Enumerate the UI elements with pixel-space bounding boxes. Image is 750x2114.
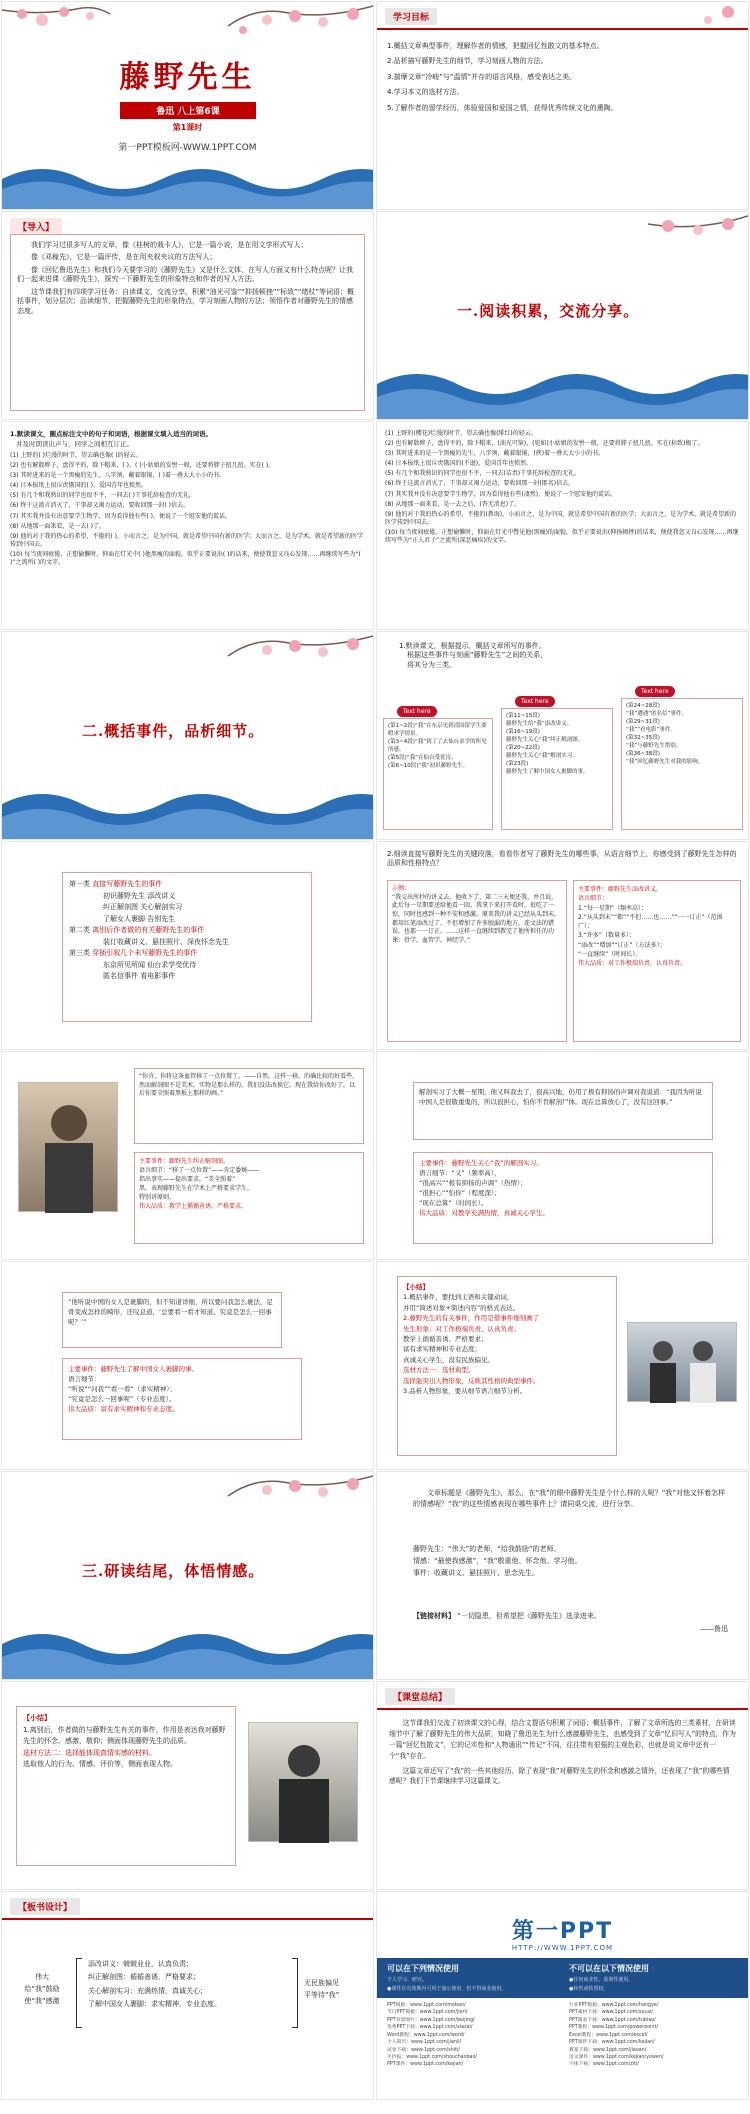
list-item: (6) 终于这流言消灭了，干事却又竭力运动，要收回那一封(匿名)信去。 xyxy=(385,480,575,488)
list-item: “现在总算”（时间长）。 xyxy=(419,1199,488,1208)
list-item: 教学上循循善诱、严格要求； xyxy=(403,1334,488,1343)
links-left xyxy=(387,2002,557,2069)
quote-box: “他听说中国的女人是裹脚的，但不知道详细，所以要问我怎么裹法，足骨变成怎样的畸形，还叹息道，‘总要看一看才知道。究竟是怎么一回事呢？’” xyxy=(62,1292,282,1348)
cannot-use-text: ●转售或转授权。 xyxy=(569,1986,609,1992)
list-item: (第11~15段) xyxy=(506,713,540,719)
list-item: 事件：收藏讲义、悬挂照片、思念先生。 xyxy=(413,1568,539,1577)
list-item: “一直继续”（时间长）。 xyxy=(578,951,642,959)
list-item: “我”“看电影”事件。 xyxy=(626,726,676,733)
list-item: 语言细节：“又”（频率高）， xyxy=(419,1169,501,1178)
category-title: 离别后作者做的有关藤野先生的事件 xyxy=(92,926,205,935)
license-bar xyxy=(377,1958,749,1998)
event-pill: Text here xyxy=(635,686,675,697)
list-item: 语言细节： xyxy=(68,1375,101,1384)
list-item: (4) 日本报纸上很斥责俄国的(不逊)，爱国青年也愤然。 xyxy=(385,460,533,468)
class-summary-text xyxy=(389,1718,736,1787)
list-item: 伟大品质：对教学充满热情，真诚关心学生。 xyxy=(419,1209,549,1218)
ending-question: 文章标题是《藤野先生》，那么，在“我”的眼中藤野先生是个什么样的人呢？“我”对他又怀着怎样的情感呢？“我”的这些情感表现在哪些事件上？请同桌交流，进行分享。 xyxy=(413,1489,726,1508)
link-item[interactable]: 语文课件：www.1ppt.com/kejian/yuwen/ xyxy=(569,2054,664,2060)
list-item: 先生形象：对工作极端负责、认真负责； xyxy=(403,1324,520,1333)
list-item: (第32~35段) xyxy=(626,734,660,741)
list-item: 1.概括事件，要找到主语和关键动词， xyxy=(403,1293,514,1302)
portrait-image xyxy=(248,1722,358,1842)
list-item: 语言细节： xyxy=(578,895,609,903)
list-item: (1) 上野的( )烂漫的时节，望去确也像( )的轻云。 xyxy=(10,452,142,459)
link-item[interactable]: PPT背景图片：www.1ppt.com/beijing/ xyxy=(387,2017,475,2023)
slide-summary1[interactable] xyxy=(376,1261,749,1470)
person-icon xyxy=(19,1083,119,1213)
wave-decoration xyxy=(377,359,748,419)
list-item: 藤野先生了解中国女人裹脚的事。 xyxy=(506,768,589,775)
links-right xyxy=(569,2002,744,2069)
goals-tag: 学习目标 xyxy=(385,8,437,25)
list-item: (2) 也有解散辫子，盘得平的，除下帽来，(油光可鉴)，(宛如)小姑娘的发髻一般，还要将脖子扭几扭。实在(标致)极了。 xyxy=(385,440,704,448)
slide-board[interactable] xyxy=(1,1891,374,2100)
list-item: 了解女人裹脚 告别先生 xyxy=(103,914,176,923)
list-item: 纠正解剖图：循循善诱，严格要求； xyxy=(88,1973,200,1982)
list-item: 给“我”鼓励 xyxy=(24,1984,60,1993)
analysis-box xyxy=(413,1152,713,1244)
section-title: 一.阅读积累，交流分享。 xyxy=(457,302,640,320)
list-item: 主要事件：藤野先生关心“我”的解剖实习。 xyxy=(419,1159,543,1167)
event-column-2 xyxy=(501,708,613,830)
photo-image xyxy=(627,1322,737,1402)
list-item: 3.揣摩文章“冷峻”与“温情”并存的语言风格，感受表达之美。 xyxy=(387,72,577,81)
list-item: 伟大品质：教学上循循善诱、严格要求。 xyxy=(139,1203,248,1210)
intro-box xyxy=(10,234,365,411)
list-item: (10) 每当夜间疲倦，正想偷懒时，仰面在灯光中( )他黑瘦的面貌，似乎正要说出( )的话来，便使我忽又良心发现……再继续写些为“( )”之流所( )的文字。 xyxy=(10,550,361,567)
paragraph: 根据这些事件与刻画“藤野先生”之间的关系， xyxy=(407,651,548,660)
category-title: 穿插引叙几个未写藤野先生的事件 xyxy=(92,949,198,958)
list-item: 富有求实精神和专业态度； xyxy=(403,1345,481,1354)
slide-categories[interactable] xyxy=(1,841,374,1050)
slide-quote-anatomy[interactable] xyxy=(1,1051,374,1260)
category-label: 第二类 xyxy=(69,926,90,935)
summary-tag: 【小结】 xyxy=(23,1714,51,1722)
list-item: “添改”“增加”“订正”（方法多）； xyxy=(578,941,666,949)
list-item: 1.“每一星期”（频率高）； xyxy=(578,904,647,912)
slide-vocab-questions[interactable] xyxy=(1,421,374,630)
list-item: 藤野先生给“我”添改讲义。 xyxy=(506,720,573,727)
brand-logo: 第一PPT xyxy=(511,1919,614,1944)
list-item: 3.品析人物形象，要从细节语言细节分析。 xyxy=(403,1386,527,1395)
list-item: 并用“简述对象+简述内容”的格式表达。 xyxy=(403,1303,520,1312)
list-item: 主要事件：藤野先生添改讲义。 xyxy=(578,886,663,893)
list-item: 2.“从头到末”“都”“不但……也……”“一一订正”（范围广）； xyxy=(578,913,723,931)
section-title: 三.研读结尾，体悟情感。 xyxy=(82,1562,265,1580)
can-use-title: 可以在下列情况使用 xyxy=(387,1964,459,1973)
people-icon xyxy=(628,1323,738,1403)
slide-ending[interactable] xyxy=(376,1471,749,1680)
list-item: (第20~22段) xyxy=(506,744,540,751)
events-head xyxy=(399,642,738,670)
slide-vocab-answers[interactable] xyxy=(376,421,749,630)
list-item: 东京所见所闻 仙台求学受优待 xyxy=(103,960,197,969)
divider xyxy=(377,1708,748,1710)
bracket xyxy=(76,1958,82,2028)
link-item[interactable]: PPT素材下载：www.1ppt.com/sucai/ xyxy=(569,2010,654,2016)
section-title: 二.概括事件，品析细节。 xyxy=(82,722,265,740)
slide-section1[interactable] xyxy=(376,211,749,420)
link-item[interactable]: 试卷下载：www.1ppt.com/shiti/ xyxy=(387,2047,460,2053)
example-box xyxy=(387,880,567,1042)
list-item: (第36~38段) xyxy=(626,750,660,757)
intro-text xyxy=(17,241,358,316)
list-item: 伟大品质：对工作极端负责，认真负责。 xyxy=(578,960,687,968)
list-item: (第29~31段) xyxy=(626,718,660,725)
list-item: 关心解剖实习：充满热情，真诚关心； xyxy=(88,1986,207,1995)
list-item: 装订收藏讲义、悬挂照片、深夜怀念先生 xyxy=(103,937,229,946)
list-item: 藤野先生：“伟大”的老师，“给我鼓励”的老师。 xyxy=(413,1545,561,1553)
summary-tag: 【小结】 xyxy=(403,1283,429,1291)
category-row xyxy=(69,879,305,891)
list-item: 了解中国女人裹脚：求实精神，专业态度。 xyxy=(88,1999,221,2008)
list-item: (第5段)“我”在仙台受优待。 xyxy=(388,754,457,761)
example-label: 示例： xyxy=(392,885,411,892)
slide-section3[interactable] xyxy=(1,1471,374,1680)
list-item: 指出事实——提出要求。“美全照着” xyxy=(139,1176,236,1183)
link-item[interactable]: PPT模板：www.1ppt.com/moban/ xyxy=(387,2003,466,2008)
list-item: 藤野先生关心“我”解剖实习。 xyxy=(506,752,578,759)
link-item[interactable]: 手抄报：www.1ppt.com/shouchaobao/ xyxy=(387,2054,478,2060)
blossom-icon xyxy=(608,212,748,272)
list-item: (9) 他的对于我的热心的希望，不倦的(教诲)，小而言之，是为中国，就是希望中国有新的医学；大而言之，是为学术，就是希望新的医学传到中国去。 xyxy=(385,510,737,526)
list-item: (第24~28段) xyxy=(626,703,660,709)
list-item: 黑，表现藤野先生在学术上严格要求学生， xyxy=(139,1185,254,1192)
link-item[interactable]: Word教程：www.1ppt.com/word/ xyxy=(387,2032,465,2038)
link-item[interactable]: PPT课件：www.1ppt.com/kejian/ xyxy=(387,2062,464,2068)
categories-box xyxy=(62,872,312,1022)
board-tag: 【板书设计】 xyxy=(10,1898,80,1915)
list-item: “我”回忆藤野先生对我的影响。 xyxy=(626,758,704,765)
slide-goals[interactable] xyxy=(376,1,749,210)
slide-detail[interactable] xyxy=(376,841,749,1050)
list-item: 选材方法一：选材典型。 xyxy=(403,1366,475,1375)
board-left xyxy=(12,1972,72,2008)
list-item: 5.了解作者的留学经历，体验爱国和爱国之情，获得优秀传统文化的熏陶。 xyxy=(387,103,618,112)
analysis-box xyxy=(62,1358,302,1440)
paragraph: 像《邓稼先》，它是一篇评传，是在用夹叙夹议的方法写人； xyxy=(31,253,217,262)
class-summary-tag: 【课堂总结】 xyxy=(385,1688,455,1705)
person-icon xyxy=(249,1723,359,1843)
list-item: (8) 从地那一面来看，是一去( )了。 xyxy=(10,522,105,530)
paragraph: 将其分为三类。 xyxy=(407,660,456,669)
list-item: (7) 其实我并没有决意要学生物学，因为看得他有些(凄然)，便说了一个慰安他的谎话。 xyxy=(385,490,617,498)
summary-box xyxy=(397,1276,617,1456)
wave-decoration xyxy=(2,779,373,839)
list-item: 选择能突出人物形象，反映其性格的典型事件。 xyxy=(403,1376,540,1385)
site-label: 第一PPT模板网-WWW.1PPT.COM xyxy=(118,143,257,153)
can-use-text: 个人学习、研究。 xyxy=(387,1977,428,1983)
link-material xyxy=(413,1612,728,1635)
list-item: (第1~2段)“我”在东京见到清国留学生要瞪求学情景。 xyxy=(388,723,487,737)
board-right xyxy=(304,1978,370,2002)
quote-box: “你肯，你将这条血管移了一点位置了。——自然，这样一移，的确比较的好看些，然而解剖图不是美术，实物是那么样的，我们没法改换它。现在我给你改好了，以后你要全照着黑板上那样的画。” xyxy=(134,1068,364,1144)
bracket xyxy=(292,1958,298,2028)
list-item: 情感：“最使我感激”，“我”敬重他、怀念他、学习他。 xyxy=(413,1556,582,1565)
event-column-1 xyxy=(383,718,493,830)
brand-url[interactable]: HTTP://WWW.1PPT.COM xyxy=(511,1944,614,1952)
page-title: 藤野先生 xyxy=(119,60,256,95)
link-item[interactable]: 节日PPT模板：www.1ppt.com/jieri/ xyxy=(387,2010,468,2016)
list-item: 2.藤野先生的有关事件，作用是借事件细刻画了 xyxy=(403,1314,540,1323)
link-item[interactable]: PPT教程：www.1ppt.com/powerpoint/ xyxy=(569,2025,659,2031)
list-item: “我”与藤野先生惜别。 xyxy=(626,742,682,749)
list-item: (9) 他的对于我的热心的希望，不倦的( )，小而言之，是为中国，就是希望中国有新的医学；大而言之，是为学术，就是希望新的医学传到中国去。 xyxy=(10,532,363,548)
slide-quote-footbinding[interactable] xyxy=(1,1261,374,1470)
slide-section2[interactable] xyxy=(1,631,374,840)
link-label: 【链接材料】 xyxy=(413,1612,455,1620)
cannot-use-text: ●任何商业性、盈利性使用。 xyxy=(569,1977,634,1983)
event-pill: Text here xyxy=(515,696,555,707)
slide-quote-dissection[interactable] xyxy=(376,1051,749,1260)
answer-list xyxy=(385,430,740,545)
blossom-icon xyxy=(678,2,748,42)
list-item: (3) 其时进来的是一个黑瘦的先生，八字须，戴着眼镜，(挟)着一叠大大小小的书。 xyxy=(385,450,605,458)
category-label: 第一类 xyxy=(69,880,90,888)
analysis-box xyxy=(134,1152,364,1244)
slide-intro[interactable] xyxy=(1,211,374,420)
list-item: 纠正解剖图 关心解剖实习 xyxy=(103,903,183,912)
list-item: 添改讲义：兢兢业业，认真负责； xyxy=(88,1960,193,1968)
example-text: “我交出所抄的讲义去，他收下了，第二三天便还我，并且说，此后每一星期要送给他看一回。我拿下来打开看时，很吃了一惊，同时也感到一种不安和感激。原来我的讲义已经从头到末，都用红笔添改过了，不但增加了许多脱漏的地方，连文法的错误，也都一一订正。……这样一直继续到教完了他所担任的功课：骨学，血管学，神经学。” xyxy=(392,893,561,945)
slide-summary2[interactable] xyxy=(1,1681,374,1890)
divider xyxy=(2,1918,373,1920)
list-item: (3) 其时进来的是一个黑瘦的先生，八字须，戴着眼镜，( )着一叠大大小小的书。 xyxy=(10,472,225,480)
list-item: 真诚关心学生，没有民族偏见。 xyxy=(403,1355,494,1364)
link-item[interactable]: Excel教程：www.1ppt.com/excel/ xyxy=(569,2032,648,2038)
paragraph: 1.默读课文，根据提示，概括文章所写的事件。 xyxy=(399,642,546,650)
paragraph: 这节课我们交流了初读课文的心得，结合文提语句积累了词语；概括事件，了解了文章所选的三类素材，在研读细节中了解了藤野先生的伟大品质，知晓了鲁迅先生为什么感激藤野先生，也感受到了文章“忆旧写人”的特点，作为一篇“回忆性散文”，它的记实性和“人物通讯”“传记”不同，往往带有很强的主观色彩，也就是说文章中还有一个“我”存在。 xyxy=(389,1719,736,1760)
list-item: 主要事件：藤野先生纠正解剖图。 xyxy=(139,1158,230,1165)
list-item: (第3~4段)“我”到了了去仙台求学的所见所感。 xyxy=(388,738,487,753)
list-item: (1) 上野的(樱花)烂漫的时节，望去确也像(绯红)的轻云。 xyxy=(385,430,537,437)
event-column-3 xyxy=(621,698,743,830)
board-middle xyxy=(88,1958,288,2011)
analysis-box xyxy=(573,880,741,1042)
subtitle-badge: 鲁迅 八上第6课 xyxy=(120,102,256,119)
blossom-icon xyxy=(223,1472,373,1542)
list-item: (10) 每当夜间疲倦，正想偷懒时，仰面在灯光中瞥见他(黑瘦)的面貌，似乎正要说出(抑扬顿挫)的话来，便使我忽又良心发现……再继续写些为“正人君子”之流所(深恶痛疾)的文字。 xyxy=(385,528,739,545)
cannot-use-title: 不可以在以下情况使用 xyxy=(569,1964,649,1973)
ending-answers xyxy=(413,1544,728,1580)
list-item: (7) 其实我并没有决意要学生物学，因为看得他有些( )，便说了一个慰安他的谎话。 xyxy=(10,512,231,520)
author-label: ——鲁迅 xyxy=(700,1625,728,1634)
link-item[interactable]: 优秀PPT下载：www.1ppt.com/xiazai/ xyxy=(387,2025,473,2031)
vocab-head2: 并及时朗读出声与，同学之间相互订正。 xyxy=(16,440,133,448)
list-item: (2) 也有解散辫子，盘得平的，除下帽来，( )，( )小姑娘的发髻一般，还要将脖子扭几扭。实在( )。 xyxy=(10,462,275,470)
wave-decoration xyxy=(2,159,373,209)
goals-list xyxy=(387,42,738,119)
list-item: 1.离别后，作者做的与藤野先生有关的事件，作用是表达我对藤野先生的怀念、感激、敬仰；侧面体现藤野先生的品质。 xyxy=(23,1725,226,1746)
event-pill: Text here xyxy=(397,706,437,717)
link-item[interactable]: 个人简历：www.1ppt.com/jianli/ xyxy=(387,2040,462,2046)
list-item: “我”遭遇“匿名信”事件。 xyxy=(626,710,687,717)
list-item: 伟大 xyxy=(35,1973,49,1981)
list-item: (5) 有几个和我熟识的同学也很不平，一同去(诘责)干事托辞检查的无礼。 xyxy=(385,470,581,478)
list-item: “很担心”“怕你”（程度深）； xyxy=(419,1189,501,1198)
slide-ad[interactable] xyxy=(376,1891,749,2100)
list-item: (第6~10段)“我”初识藤野先生。 xyxy=(388,762,469,769)
list-item: 语言细节：“移了一点位置”——肯定委婉—— xyxy=(139,1167,260,1174)
blossom-icon xyxy=(223,632,373,702)
link-item[interactable]: PPT图表下载：www.1ppt.com/tubiao/ xyxy=(569,2017,656,2023)
slide-events[interactable] xyxy=(376,631,749,840)
category-row xyxy=(69,948,305,960)
vocab-list xyxy=(10,452,365,567)
list-item: “究竟是怎么一回事呢”（专业态度）。 xyxy=(68,1395,176,1404)
link-text: “一切隐患，但希望把《藤野先生》选录进来。 xyxy=(457,1612,601,1620)
list-item: (8) 从地那一面来看，是一去之后，(杳无消息)了。 xyxy=(385,500,521,508)
link-item[interactable]: 行业PPT模板：www.1ppt.com/hangye/ xyxy=(569,2003,659,2008)
summary-box xyxy=(16,1706,236,1866)
list-item: 初识藤野先生 添改讲义 xyxy=(103,891,176,900)
list-item: “很高兴”“极有抑扬的声调”（热情）； xyxy=(419,1179,527,1188)
list-item: (4) 日本报纸上很斥责俄国的( )，爱国青年也愤然。 xyxy=(10,482,147,490)
list-item: “听说”“问我”“看一看”（求实精神）； xyxy=(68,1385,176,1394)
list-item: 1.概括文章典型事件，理解作者的情感，把握回忆性散文的基本特点。 xyxy=(387,42,604,50)
list-item: 匿名信事件 看电影事件 xyxy=(103,972,176,981)
list-item: 3.“许多”（数量多）； xyxy=(578,932,635,940)
slide-cover[interactable] xyxy=(1,1,374,210)
list-item: 特别讲原则。 xyxy=(139,1194,176,1201)
list-item: 选材方法二：选择能体现真情实感的材料。 xyxy=(23,1748,156,1757)
list-item: 平等待“我” xyxy=(304,1990,340,1999)
wave-decoration xyxy=(2,1619,373,1679)
list-item: 使“我”感激 xyxy=(24,1996,60,2005)
can-use-text: ●课件在有效期内可用于演示使用，但不得商业使用。 xyxy=(387,1986,507,1992)
quote-box: 解剖实习了大概一星期，他又叫我去了，很高兴地，仍用了极有抑扬的声调对我说道：“我因为听说中国人是很敬重鬼的，所以很担心，怕你不肯解剖尸体。现在总算放心了，没有这回事。” xyxy=(413,1082,713,1140)
list-item: (6) 终于这流言消灭了，干事却又竭力运动，要收回那一封( )信去。 xyxy=(10,502,189,510)
link-item[interactable]: 字体下载：www.1ppt.com/ziti/ xyxy=(569,2062,639,2068)
intro-tag: 【导入】 xyxy=(10,218,62,235)
paragraph: 这篇文章还写了“我”的一些其他经历，除了表现“我”对藤野先生的怀念和感激之情外，还表现了“我”的哪些情感呢？我们下节课继续学习这篇课文。 xyxy=(389,1766,730,1786)
list-item: 4.学习本文的选材方法。 xyxy=(387,88,464,97)
portrait-image xyxy=(18,1082,118,1212)
slide-class-summary[interactable] xyxy=(376,1681,749,1890)
list-item: 主要事件：藤野先生了解中国女人裹脚的事。 xyxy=(68,1365,198,1373)
list-item: 藤野先生关心“我”纠正解剖图。 xyxy=(506,736,584,743)
paragraph: 我们学习过很多写人的文章，像《桂树的栽卡人》，它是一篇小说，是在用文学形式写人； xyxy=(31,241,308,249)
link-item[interactable]: 教案下载：www.1ppt.com/jiaoan/ xyxy=(569,2047,647,2053)
list-item: 伟大品质：富有求实精神和专业态度。 xyxy=(68,1405,179,1414)
category-row xyxy=(69,925,305,937)
detail-head: 2.细读直接写藤野先生的关键段落，看看作者写了藤野先生的哪些事，从语言细节上，你感受到了藤野先生怎样的品质和性格特点？ xyxy=(387,850,737,868)
list-item: 2.品析描写藤野先生的细节，学习刻画人物的方法。 xyxy=(387,57,548,66)
link-item[interactable]: PPT课件下载：www.1ppt.com/kejian/ xyxy=(569,2040,655,2046)
paragraph: 像《回忆鲁迅先生》和我们今天要学习的《藤野先生》又是什么文体，在写人方面又有什么特点呢？让我们一起来进课《藤野先生》，探究一下藤野先生的形象特点和作者的写人方法。 xyxy=(17,265,353,284)
list-item: (第16~19段) xyxy=(506,728,540,735)
paragraph: 这节课我们有四项学习任务：自读课文，交流分享，积累“油光可鉴”“抑扬顿挫”“标致”“绪杖”等词语；概括事件，划分层次；品读细节，把握藤野先生的形象特点，学习刻画人物的方法；领悟作者对藤野先生的情感态度。 xyxy=(17,287,355,315)
category-label: 第三类 xyxy=(69,949,90,958)
vocab-head: 1.默读课文，圈点标注文中的句子和词语，根据课文填入适当的词语。 xyxy=(10,430,212,438)
category-title: 直接写藤野先生的事件 xyxy=(92,880,163,888)
list-item: 选取他人的行为、情感、评价等，侧面表现人物。 xyxy=(23,1760,177,1769)
list-item: 无民族偏见 xyxy=(304,1979,339,1987)
list-item: (第23段) xyxy=(506,760,529,767)
list-item: (5) 有几个和我熟识的同学也很不平，一同去( )干事托辞检查的无礼。 xyxy=(10,492,195,500)
lesson-label: 第1课时 xyxy=(172,123,203,132)
